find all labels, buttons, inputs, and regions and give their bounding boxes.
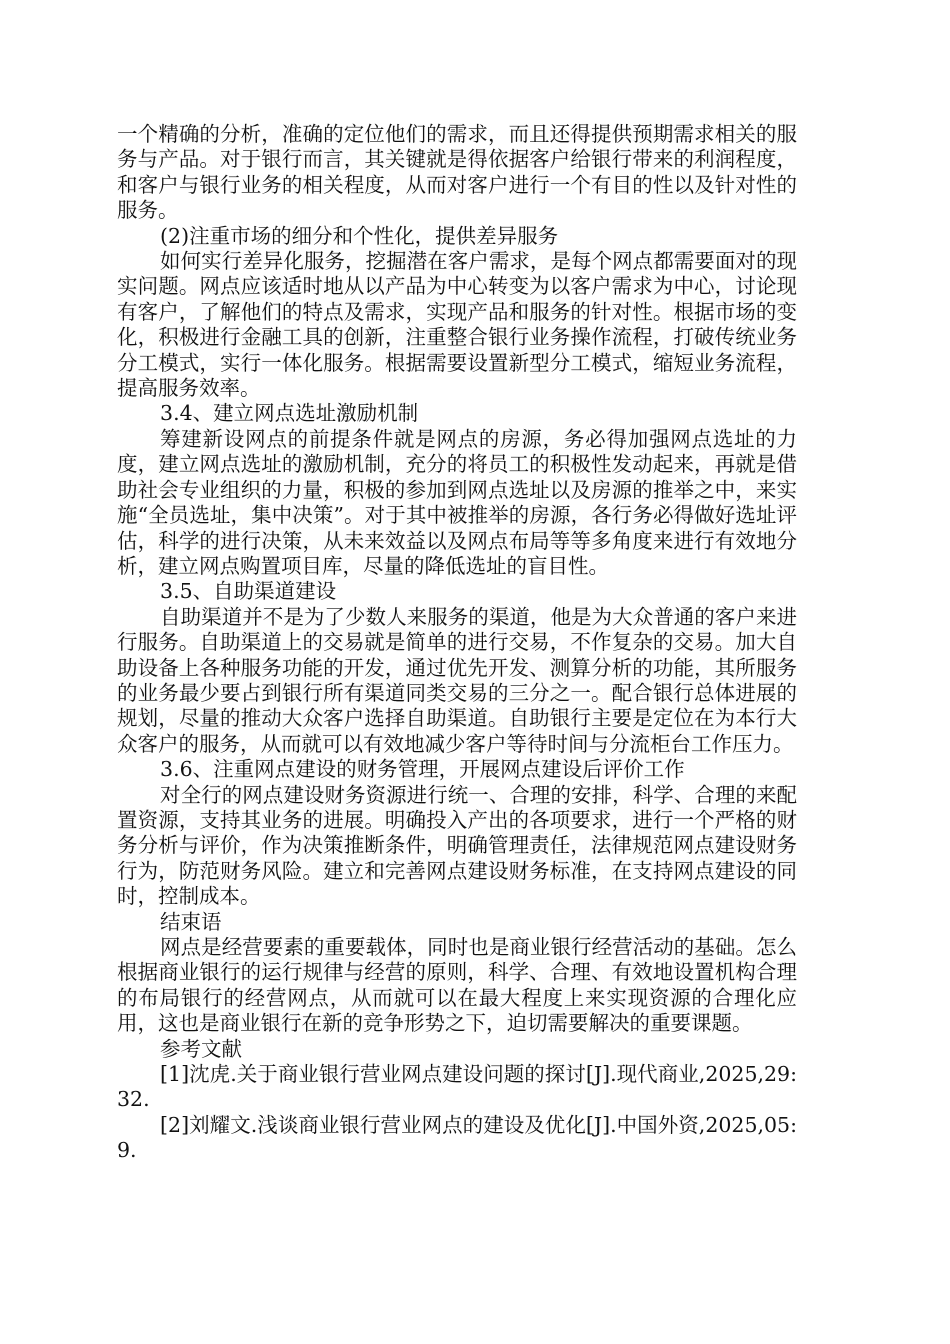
body-paragraph-differentiation: 如何实行差异化服务，挖掘潜在客户需求，是每个网点都需要面对的现实问题。网点应该适时地从以产品为中心转变为以客户需求为中心，讨论现有客户，了解他们的特点及需求，实现产品和服务的针对性。根据市场的变化，积极进行金融工具的创新，注重整合银行业务操作流程，打破传统业务分工模式，实行一体化服务。根据需要设置新型分工模式，缩短业务流程，提高服务效率。 [117, 249, 797, 401]
body-paragraph-continued: 一个精确的分析，准确的定位他们的需求，而且还得提供预期需求相关的服务与产品。对于银行而言，其关键就是得依据客户给银行带来的利润程度，和客户与银行业务的相关程度，从而对客户进行一个有目的性以及针对性的服务。 [117, 122, 797, 223]
reference-item-2: [2]刘耀文.浅谈商业银行营业网点的建设及优化[J].中国外资,2025,05:9. [117, 1112, 797, 1163]
reference-item-1: [1]沈虎.关于商业银行营业网点建设问题的探讨[J].现代商业,2025,29:32. [117, 1062, 797, 1112]
body-paragraph-conclusion: 网点是经营要素的重要载体，同时也是商业银行经营活动的基础。怎么根据商业银行的运行规律与经营的原则，科学、合理、有效地设置机构合理的布局银行的经营网点，从而就可以在最大程度上来实现资源的合理化应用，这也是商业银行在新的竞争形势之下，迫切需要解决的重要课题。 [117, 935, 797, 1036]
body-paragraph-self-service: 自助渠道并不是为了少数人来服务的渠道，他是为大众普通的客户来进行服务。自助渠道上的交易就是简单的进行交易，不作复杂的交易。加大自助设备上各种服务功能的开发，通过优先开发、测算分析的功能，其所服务的业务最少要占到银行所有渠道同类交易的三分之一。配合银行总体进展的规划，尽量的推动大众客户选择自助渠道。自助银行主要是定位在为本行大众客户的服务，从而就可以有效地减少客户等待时间与分流柜台工作压力。 [117, 604, 797, 756]
subheading-differentiated-service: (2)注重市场的细分和个性化，提供差异服务 [160, 223, 559, 248]
section-heading-3-5: 3.5、自助渠道建设 [160, 579, 337, 604]
body-paragraph-financial-management: 对全行的网点建设财务资源进行统一、合理的安排，科学、合理的来配置资源，支持其业务的进展。明确投入产出的各项要求，进行一个严格的财务分析与评价，作为决策推断条件，明确管理责任，法律规范网点建设财务行为，防范财务风险。建立和完善网点建设财务标准，在支持网点建设的同时，控制成本。 [117, 782, 797, 909]
section-heading-3-6: 3.6、注重网点建设的财务管理，开展网点建设后评价工作 [160, 757, 685, 782]
section-heading-references: 参考文献 [160, 1036, 243, 1061]
section-heading-3-4: 3.4、建立网点选址激励机制 [160, 401, 419, 426]
section-heading-conclusion: 结束语 [160, 909, 222, 934]
body-paragraph-site-selection: 筹建新设网点的前提条件就是网点的房源，务必得加强网点选址的力度，建立网点选址的激励机制，充分的将员工的积极性发动起来，再就是借助社会专业组织的力量，积极的参加到网点选址以及房源的推举之中，来实施“全员选址，集中决策”。对于其中被推举的房源，各行务必得做好选址评估，科学的进行决策，从未来效益以及网点布局等等多角度来进行有效地分析，建立网点购置项目库，尽量的降低选址的盲目性。 [117, 426, 797, 578]
document-page [117, 122, 797, 1164]
